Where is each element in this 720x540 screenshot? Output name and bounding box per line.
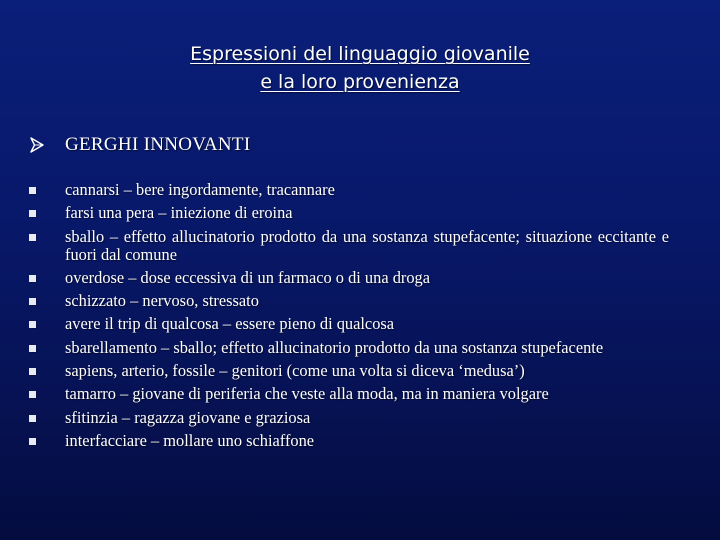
list-item-text: schizzato – nervoso, stressato <box>65 291 259 311</box>
list-item-text: tamarro – giovane di periferia che veste alla moda, ma in maniera volgare <box>65 384 549 404</box>
list-item <box>29 228 669 264</box>
list-item-text: sapiens, arterio, fossile – genitori (come una volta si diceva ‘medusa’) <box>65 361 525 381</box>
square-bullet-icon <box>29 187 36 194</box>
square-bullet-icon <box>29 234 36 241</box>
list-item <box>29 432 669 450</box>
list-item <box>29 181 669 199</box>
list-item-text: sballo – effetto allucinatorio prodotto da una sostanza stupefacente; situazione eccitante e fuori dal comune <box>65 226 669 264</box>
slide-title <box>0 40 720 96</box>
list-item <box>29 362 669 380</box>
square-bullet-icon <box>29 345 36 352</box>
list-item <box>29 204 669 222</box>
square-bullet-icon <box>29 321 36 328</box>
list-item <box>29 339 669 357</box>
title-line-2: e la loro provenienza <box>260 71 460 93</box>
list-item-text: cannarsi – bere ingordamente, tracannare <box>65 180 335 199</box>
list-item <box>29 292 669 310</box>
list-item <box>29 385 669 403</box>
term-list <box>29 181 669 455</box>
list-item-text: avere il trip di qualcosa – essere pieno di qualcosa <box>65 314 395 334</box>
heading-text: GERGHI INNOVANTI <box>65 134 251 155</box>
list-item-text: sbarellamento – sballo; effetto allucinatorio prodotto da una sostanza stupefacente <box>65 337 604 357</box>
list-item <box>29 409 669 427</box>
square-bullet-icon <box>29 275 36 282</box>
list-item-text: sfitinzia – ragazza giovane e graziosa <box>65 407 311 427</box>
section-heading <box>30 130 250 160</box>
list-item-text: overdose – dose eccessiva di un farmaco o di una droga <box>65 267 431 287</box>
square-bullet-icon <box>29 438 36 445</box>
list-item <box>29 269 669 287</box>
list-item-text: interfacciare – mollare uno schiaffone <box>65 430 315 450</box>
square-bullet-icon <box>29 415 36 422</box>
square-bullet-icon <box>29 368 36 375</box>
list-item-text: farsi una pera – iniezione di eroina <box>65 203 293 223</box>
square-bullet-icon <box>29 210 36 217</box>
arrow-bullet-icon <box>30 137 44 153</box>
list-item <box>29 315 669 333</box>
square-bullet-icon <box>29 298 36 305</box>
square-bullet-icon <box>29 391 36 398</box>
title-line-1: Espressioni del linguaggio giovanile <box>190 43 530 65</box>
